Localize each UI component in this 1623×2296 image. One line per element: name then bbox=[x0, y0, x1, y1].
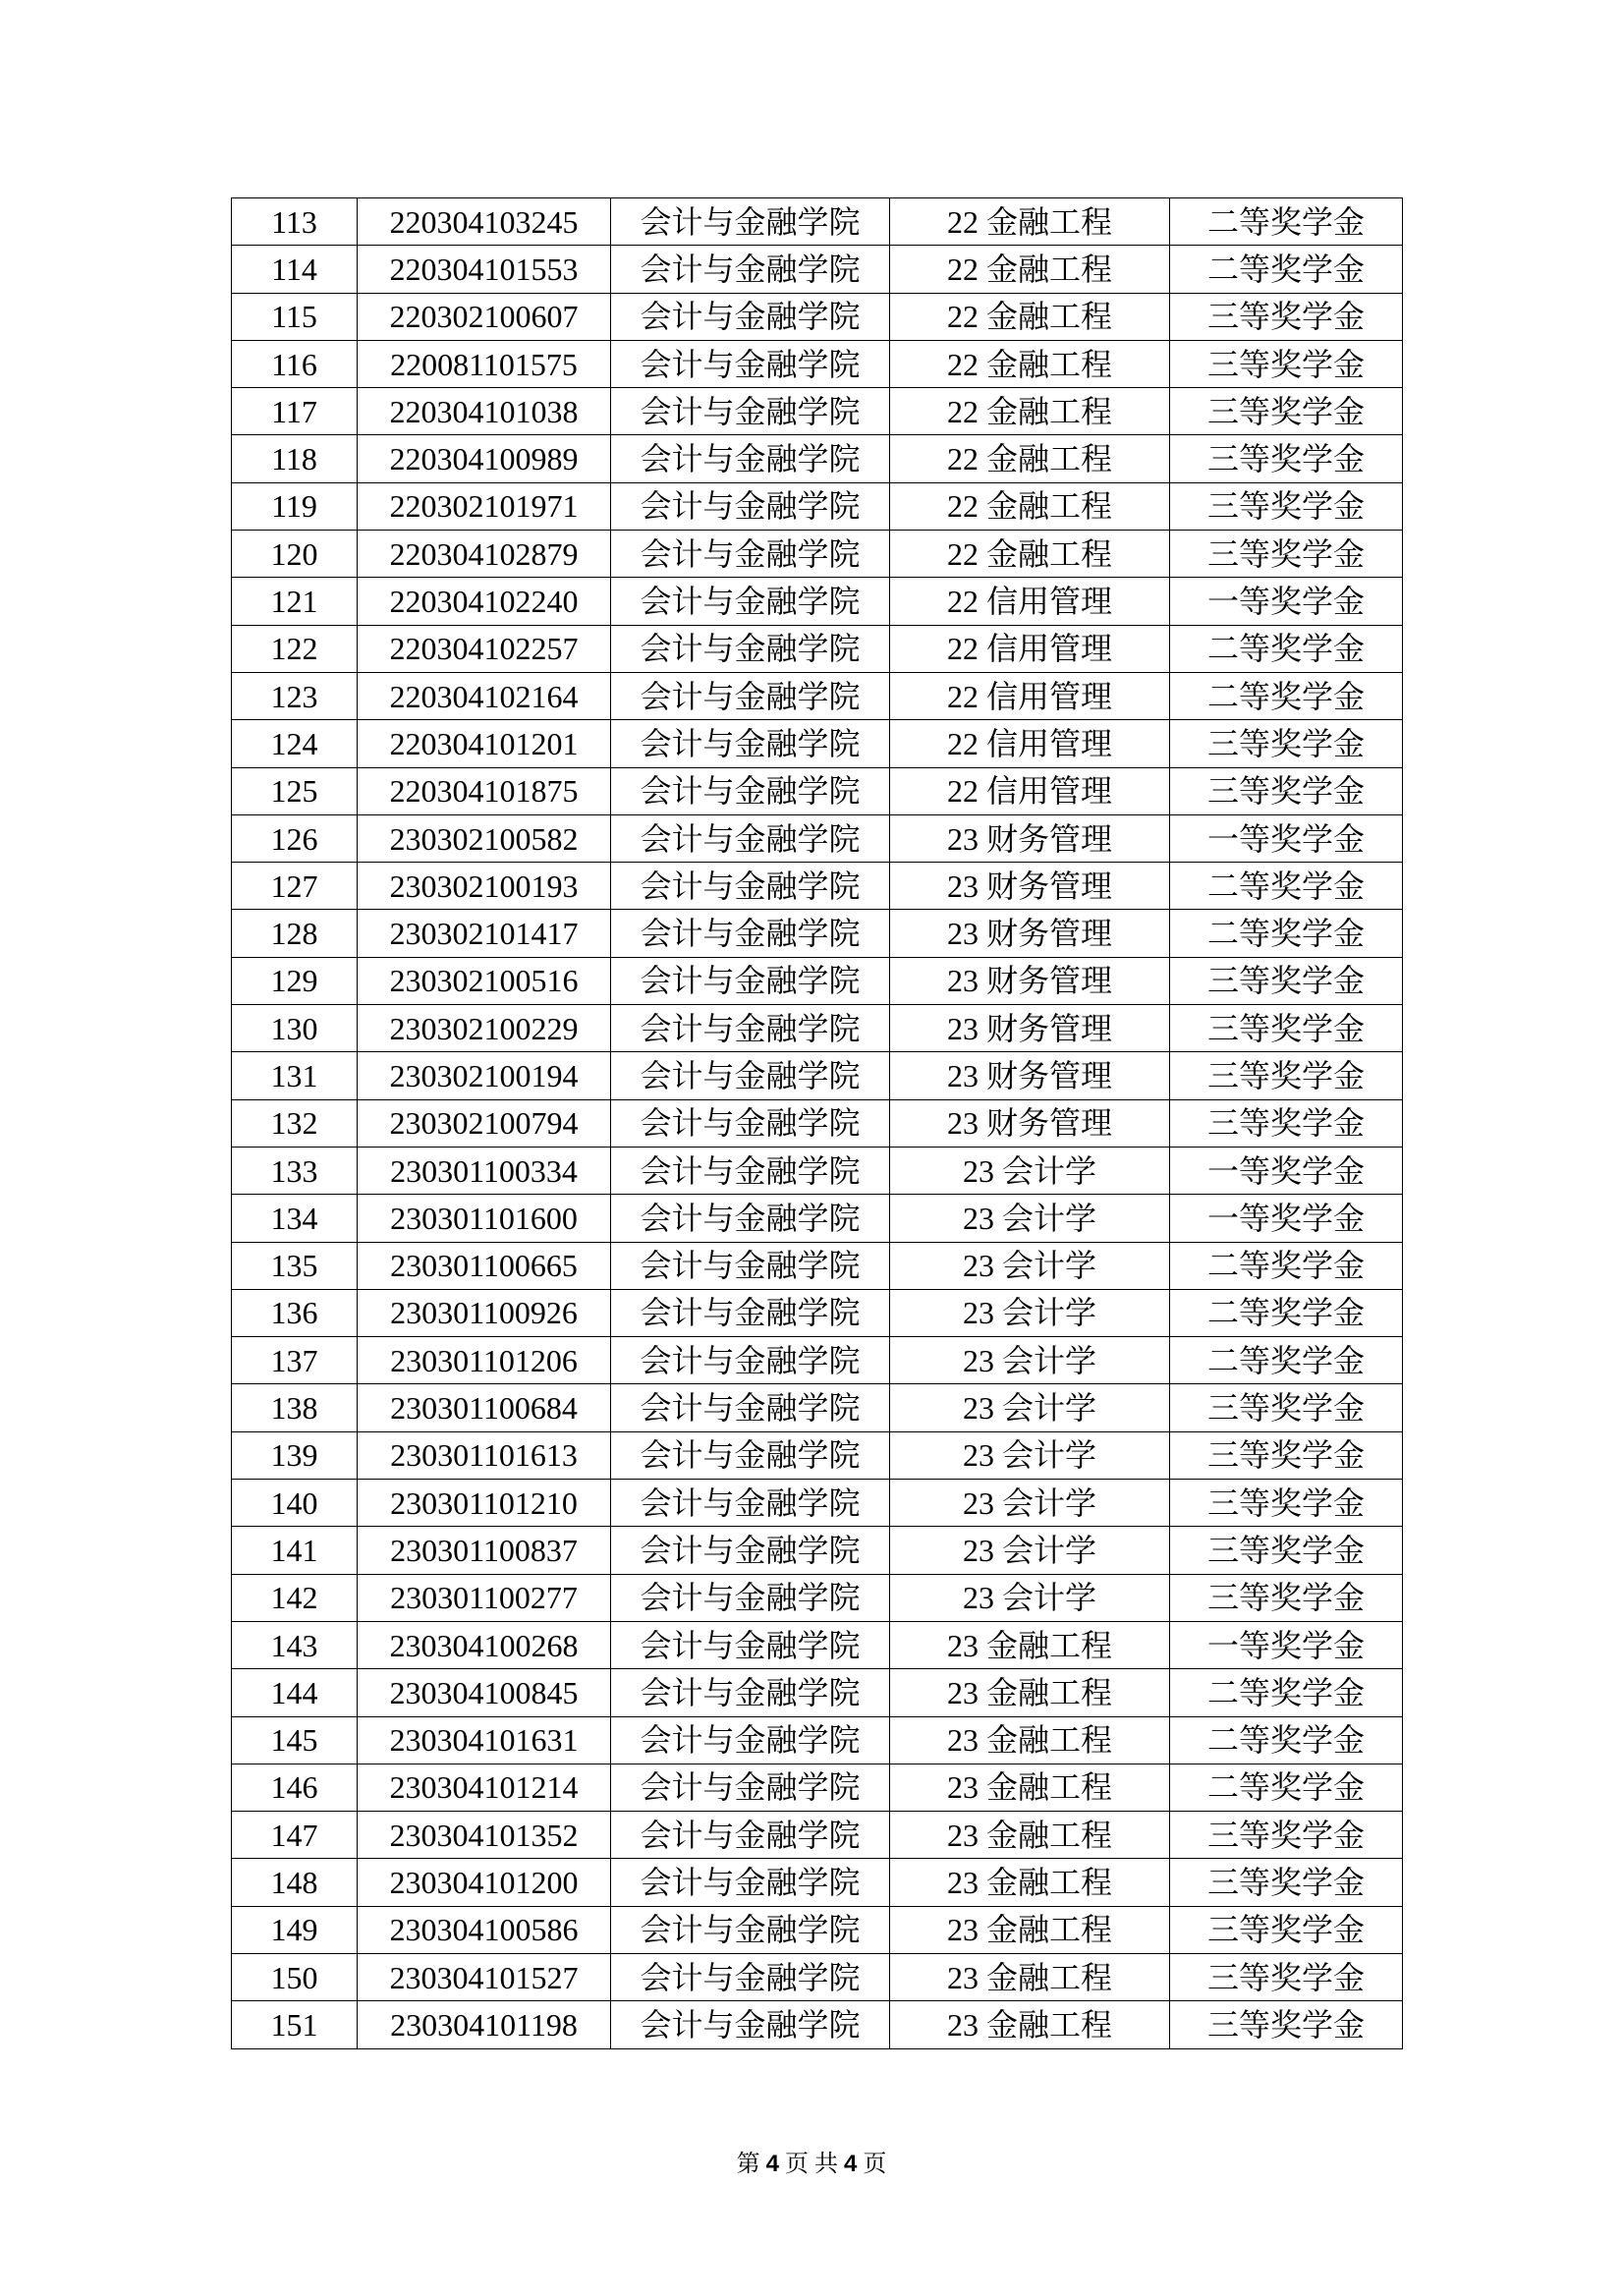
table-row bbox=[232, 1859, 1403, 1906]
row-number-cell: 150 bbox=[232, 1953, 358, 2000]
row-number-cell: 120 bbox=[232, 531, 358, 578]
table-row bbox=[232, 340, 1403, 387]
award-level-cell: 一等奖学金 bbox=[1170, 578, 1403, 625]
row-number-cell: 116 bbox=[232, 340, 358, 387]
college-cell: 会计与金融学院 bbox=[611, 1005, 890, 1052]
student-id-cell: 220304101875 bbox=[358, 767, 611, 814]
row-number-cell: 148 bbox=[232, 1859, 358, 1906]
college-cell: 会计与金融学院 bbox=[611, 625, 890, 672]
row-number-cell: 122 bbox=[232, 625, 358, 672]
class-cell: 23 财务管理 bbox=[890, 957, 1170, 1004]
footer-middle: 页 共 bbox=[785, 2152, 838, 2177]
table-row bbox=[232, 672, 1403, 719]
row-number-cell: 115 bbox=[232, 293, 358, 340]
class-cell: 23 会计学 bbox=[890, 1195, 1170, 1242]
row-number-cell: 135 bbox=[232, 1242, 358, 1289]
student-id-cell: 230304100586 bbox=[358, 1906, 611, 1953]
class-cell: 23 金融工程 bbox=[890, 2001, 1170, 2048]
award-level-cell: 一等奖学金 bbox=[1170, 1195, 1403, 1242]
table-row bbox=[232, 435, 1403, 482]
class-cell: 22 金融工程 bbox=[890, 388, 1170, 435]
award-level-cell: 三等奖学金 bbox=[1170, 531, 1403, 578]
row-number-cell: 145 bbox=[232, 1716, 358, 1764]
class-cell: 23 会计学 bbox=[890, 1574, 1170, 1621]
award-level-cell: 三等奖学金 bbox=[1170, 720, 1403, 767]
award-level-cell: 三等奖学金 bbox=[1170, 957, 1403, 1004]
table-row bbox=[232, 578, 1403, 625]
row-number-cell: 131 bbox=[232, 1052, 358, 1099]
student-id-cell: 230301100837 bbox=[358, 1527, 611, 1574]
award-level-cell: 三等奖学金 bbox=[1170, 2001, 1403, 2048]
class-cell: 23 金融工程 bbox=[890, 1859, 1170, 1906]
class-cell: 23 金融工程 bbox=[890, 1764, 1170, 1811]
award-level-cell: 二等奖学金 bbox=[1170, 863, 1403, 910]
award-level-cell: 一等奖学金 bbox=[1170, 1621, 1403, 1668]
row-number-cell: 151 bbox=[232, 2001, 358, 2048]
award-level-cell: 三等奖学金 bbox=[1170, 767, 1403, 814]
student-id-cell: 220302100607 bbox=[358, 293, 611, 340]
student-id-cell: 230301100684 bbox=[358, 1384, 611, 1431]
student-id-cell: 230301100334 bbox=[358, 1147, 611, 1194]
table-row bbox=[232, 1480, 1403, 1527]
class-cell: 23 会计学 bbox=[890, 1431, 1170, 1479]
class-cell: 23 会计学 bbox=[890, 1527, 1170, 1574]
award-level-cell: 二等奖学金 bbox=[1170, 1242, 1403, 1289]
college-cell: 会计与金融学院 bbox=[611, 1764, 890, 1811]
college-cell: 会计与金融学院 bbox=[611, 340, 890, 387]
row-number-cell: 129 bbox=[232, 957, 358, 1004]
table-row bbox=[232, 767, 1403, 814]
student-id-cell: 230304101214 bbox=[358, 1764, 611, 1811]
award-level-cell: 二等奖学金 bbox=[1170, 910, 1403, 957]
table-row bbox=[232, 957, 1403, 1004]
college-cell: 会计与金融学院 bbox=[611, 1431, 890, 1479]
award-level-cell: 三等奖学金 bbox=[1170, 1099, 1403, 1147]
table-body bbox=[232, 198, 1403, 2049]
award-level-cell: 三等奖学金 bbox=[1170, 482, 1403, 530]
row-number-cell: 143 bbox=[232, 1621, 358, 1668]
row-number-cell: 132 bbox=[232, 1099, 358, 1147]
class-cell: 22 信用管理 bbox=[890, 720, 1170, 767]
row-number-cell: 114 bbox=[232, 246, 358, 293]
award-level-cell: 二等奖学金 bbox=[1170, 198, 1403, 246]
student-id-cell: 230304101352 bbox=[358, 1812, 611, 1859]
student-id-cell: 230301101210 bbox=[358, 1480, 611, 1527]
class-cell: 23 会计学 bbox=[890, 1337, 1170, 1384]
student-id-cell: 220304102164 bbox=[358, 672, 611, 719]
row-number-cell: 118 bbox=[232, 435, 358, 482]
current-page-number: 4 bbox=[765, 2151, 779, 2177]
student-id-cell: 230301101206 bbox=[358, 1337, 611, 1384]
student-id-cell: 230302100194 bbox=[358, 1052, 611, 1099]
row-number-cell: 146 bbox=[232, 1764, 358, 1811]
class-cell: 22 金融工程 bbox=[890, 435, 1170, 482]
college-cell: 会计与金融学院 bbox=[611, 1574, 890, 1621]
footer-suffix: 页 bbox=[863, 2152, 887, 2177]
row-number-cell: 140 bbox=[232, 1480, 358, 1527]
class-cell: 22 信用管理 bbox=[890, 578, 1170, 625]
award-level-cell: 二等奖学金 bbox=[1170, 246, 1403, 293]
award-level-cell: 三等奖学金 bbox=[1170, 1812, 1403, 1859]
table-row bbox=[232, 293, 1403, 340]
college-cell: 会计与金融学院 bbox=[611, 767, 890, 814]
table-row bbox=[232, 2001, 1403, 2048]
college-cell: 会计与金融学院 bbox=[611, 293, 890, 340]
award-level-cell: 二等奖学金 bbox=[1170, 1764, 1403, 1811]
page-number-footer bbox=[0, 2144, 1623, 2178]
row-number-cell: 128 bbox=[232, 910, 358, 957]
row-number-cell: 147 bbox=[232, 1812, 358, 1859]
class-cell: 23 财务管理 bbox=[890, 863, 1170, 910]
table-row bbox=[232, 246, 1403, 293]
college-cell: 会计与金融学院 bbox=[611, 1953, 890, 2000]
college-cell: 会计与金融学院 bbox=[611, 246, 890, 293]
class-cell: 23 会计学 bbox=[890, 1242, 1170, 1289]
college-cell: 会计与金融学院 bbox=[611, 863, 890, 910]
student-id-cell: 230302100229 bbox=[358, 1005, 611, 1052]
class-cell: 23 金融工程 bbox=[890, 1906, 1170, 1953]
student-id-cell: 220304101553 bbox=[358, 246, 611, 293]
student-id-cell: 220304102240 bbox=[358, 578, 611, 625]
student-id-cell: 230302101417 bbox=[358, 910, 611, 957]
college-cell: 会计与金融学院 bbox=[611, 198, 890, 246]
student-id-cell: 220304101201 bbox=[358, 720, 611, 767]
table-row bbox=[232, 1812, 1403, 1859]
college-cell: 会计与金融学院 bbox=[611, 1669, 890, 1716]
row-number-cell: 124 bbox=[232, 720, 358, 767]
table-row bbox=[232, 1242, 1403, 1289]
class-cell: 23 金融工程 bbox=[890, 1812, 1170, 1859]
college-cell: 会计与金融学院 bbox=[611, 1384, 890, 1431]
college-cell: 会计与金融学院 bbox=[611, 1242, 890, 1289]
class-cell: 22 信用管理 bbox=[890, 625, 1170, 672]
table-row bbox=[232, 1953, 1403, 2000]
row-number-cell: 149 bbox=[232, 1906, 358, 1953]
table-row bbox=[232, 1716, 1403, 1764]
row-number-cell: 136 bbox=[232, 1289, 358, 1336]
table-row bbox=[232, 1384, 1403, 1431]
class-cell: 22 信用管理 bbox=[890, 767, 1170, 814]
college-cell: 会计与金融学院 bbox=[611, 1052, 890, 1099]
award-level-cell: 三等奖学金 bbox=[1170, 1480, 1403, 1527]
table-row bbox=[232, 863, 1403, 910]
college-cell: 会计与金融学院 bbox=[611, 578, 890, 625]
college-cell: 会计与金融学院 bbox=[611, 1906, 890, 1953]
class-cell: 23 会计学 bbox=[890, 1384, 1170, 1431]
college-cell: 会计与金融学院 bbox=[611, 482, 890, 530]
student-id-cell: 220304102879 bbox=[358, 531, 611, 578]
class-cell: 22 金融工程 bbox=[890, 531, 1170, 578]
table-row bbox=[232, 388, 1403, 435]
student-id-cell: 230301101600 bbox=[358, 1195, 611, 1242]
student-id-cell: 230302100193 bbox=[358, 863, 611, 910]
college-cell: 会计与金融学院 bbox=[611, 388, 890, 435]
student-id-cell: 230302100516 bbox=[358, 957, 611, 1004]
award-level-cell: 一等奖学金 bbox=[1170, 1147, 1403, 1194]
award-level-cell: 三等奖学金 bbox=[1170, 1052, 1403, 1099]
award-level-cell: 三等奖学金 bbox=[1170, 1005, 1403, 1052]
table-row bbox=[232, 1527, 1403, 1574]
student-id-cell: 220304101038 bbox=[358, 388, 611, 435]
college-cell: 会计与金融学院 bbox=[611, 1621, 890, 1668]
college-cell: 会计与金融学院 bbox=[611, 814, 890, 862]
table-row bbox=[232, 1764, 1403, 1811]
college-cell: 会计与金融学院 bbox=[611, 1480, 890, 1527]
college-cell: 会计与金融学院 bbox=[611, 1099, 890, 1147]
class-cell: 22 金融工程 bbox=[890, 340, 1170, 387]
award-level-cell: 二等奖学金 bbox=[1170, 1669, 1403, 1716]
student-id-cell: 230304100845 bbox=[358, 1669, 611, 1716]
class-cell: 23 财务管理 bbox=[890, 1099, 1170, 1147]
student-id-cell: 220081101575 bbox=[358, 340, 611, 387]
row-number-cell: 119 bbox=[232, 482, 358, 530]
class-cell: 23 会计学 bbox=[890, 1480, 1170, 1527]
student-id-cell: 230301100665 bbox=[358, 1242, 611, 1289]
table-row bbox=[232, 482, 1403, 530]
row-number-cell: 121 bbox=[232, 578, 358, 625]
table-row bbox=[232, 1289, 1403, 1336]
table-row bbox=[232, 1099, 1403, 1147]
student-id-cell: 230302100794 bbox=[358, 1099, 611, 1147]
award-level-cell: 二等奖学金 bbox=[1170, 672, 1403, 719]
award-level-cell: 二等奖学金 bbox=[1170, 1289, 1403, 1336]
college-cell: 会计与金融学院 bbox=[611, 957, 890, 1004]
student-id-cell: 230304101200 bbox=[358, 1859, 611, 1906]
row-number-cell: 123 bbox=[232, 672, 358, 719]
student-id-cell: 230301100277 bbox=[358, 1574, 611, 1621]
class-cell: 23 金融工程 bbox=[890, 1953, 1170, 2000]
table-row bbox=[232, 1574, 1403, 1621]
table-row bbox=[232, 1052, 1403, 1099]
row-number-cell: 117 bbox=[232, 388, 358, 435]
row-number-cell: 133 bbox=[232, 1147, 358, 1194]
table-row bbox=[232, 1621, 1403, 1668]
scholarship-table bbox=[231, 197, 1403, 2049]
college-cell: 会计与金融学院 bbox=[611, 1859, 890, 1906]
award-level-cell: 三等奖学金 bbox=[1170, 435, 1403, 482]
class-cell: 23 金融工程 bbox=[890, 1669, 1170, 1716]
student-id-cell: 230301100926 bbox=[358, 1289, 611, 1336]
class-cell: 23 财务管理 bbox=[890, 814, 1170, 862]
class-cell: 22 金融工程 bbox=[890, 246, 1170, 293]
footer-prefix: 第 bbox=[736, 2152, 760, 2177]
college-cell: 会计与金融学院 bbox=[611, 1812, 890, 1859]
award-level-cell: 三等奖学金 bbox=[1170, 1384, 1403, 1431]
student-id-cell: 230304100268 bbox=[358, 1621, 611, 1668]
class-cell: 22 信用管理 bbox=[890, 672, 1170, 719]
row-number-cell: 144 bbox=[232, 1669, 358, 1716]
table-row bbox=[232, 531, 1403, 578]
row-number-cell: 141 bbox=[232, 1527, 358, 1574]
college-cell: 会计与金融学院 bbox=[611, 1147, 890, 1194]
class-cell: 23 会计学 bbox=[890, 1289, 1170, 1336]
class-cell: 23 财务管理 bbox=[890, 910, 1170, 957]
row-number-cell: 127 bbox=[232, 863, 358, 910]
college-cell: 会计与金融学院 bbox=[611, 720, 890, 767]
award-level-cell: 二等奖学金 bbox=[1170, 1716, 1403, 1764]
row-number-cell: 142 bbox=[232, 1574, 358, 1621]
table-row bbox=[232, 1195, 1403, 1242]
college-cell: 会计与金融学院 bbox=[611, 1195, 890, 1242]
student-id-cell: 220304100989 bbox=[358, 435, 611, 482]
award-level-cell: 二等奖学金 bbox=[1170, 625, 1403, 672]
class-cell: 22 金融工程 bbox=[890, 198, 1170, 246]
table-row bbox=[232, 1431, 1403, 1479]
table-row bbox=[232, 1906, 1403, 1953]
class-cell: 23 金融工程 bbox=[890, 1716, 1170, 1764]
award-level-cell: 三等奖学金 bbox=[1170, 388, 1403, 435]
student-id-cell: 230304101198 bbox=[358, 2001, 611, 2048]
award-level-cell: 二等奖学金 bbox=[1170, 1337, 1403, 1384]
college-cell: 会计与金融学院 bbox=[611, 910, 890, 957]
row-number-cell: 125 bbox=[232, 767, 358, 814]
college-cell: 会计与金融学院 bbox=[611, 1337, 890, 1384]
class-cell: 23 金融工程 bbox=[890, 1621, 1170, 1668]
row-number-cell: 134 bbox=[232, 1195, 358, 1242]
student-id-cell: 230302100582 bbox=[358, 814, 611, 862]
student-id-cell: 220304102257 bbox=[358, 625, 611, 672]
row-number-cell: 139 bbox=[232, 1431, 358, 1479]
row-number-cell: 130 bbox=[232, 1005, 358, 1052]
student-id-cell: 220302101971 bbox=[358, 482, 611, 530]
award-level-cell: 三等奖学金 bbox=[1170, 1527, 1403, 1574]
row-number-cell: 137 bbox=[232, 1337, 358, 1384]
class-cell: 22 金融工程 bbox=[890, 293, 1170, 340]
class-cell: 23 会计学 bbox=[890, 1147, 1170, 1194]
table-row bbox=[232, 1337, 1403, 1384]
row-number-cell: 113 bbox=[232, 198, 358, 246]
award-level-cell: 三等奖学金 bbox=[1170, 1859, 1403, 1906]
award-level-cell: 三等奖学金 bbox=[1170, 293, 1403, 340]
award-level-cell: 三等奖学金 bbox=[1170, 1906, 1403, 1953]
class-cell: 23 财务管理 bbox=[890, 1005, 1170, 1052]
table-row bbox=[232, 720, 1403, 767]
table-row bbox=[232, 198, 1403, 246]
table-row bbox=[232, 1147, 1403, 1194]
college-cell: 会计与金融学院 bbox=[611, 1716, 890, 1764]
table-row bbox=[232, 625, 1403, 672]
college-cell: 会计与金融学院 bbox=[611, 1289, 890, 1336]
award-level-cell: 三等奖学金 bbox=[1170, 1431, 1403, 1479]
college-cell: 会计与金融学院 bbox=[611, 1527, 890, 1574]
college-cell: 会计与金融学院 bbox=[611, 435, 890, 482]
student-id-cell: 230304101631 bbox=[358, 1716, 611, 1764]
class-cell: 23 财务管理 bbox=[890, 1052, 1170, 1099]
table-row bbox=[232, 814, 1403, 862]
class-cell: 22 金融工程 bbox=[890, 482, 1170, 530]
student-id-cell: 230301101613 bbox=[358, 1431, 611, 1479]
table-row bbox=[232, 1005, 1403, 1052]
college-cell: 会计与金融学院 bbox=[611, 672, 890, 719]
award-level-cell: 三等奖学金 bbox=[1170, 1574, 1403, 1621]
table-row bbox=[232, 1669, 1403, 1716]
student-id-cell: 230304101527 bbox=[358, 1953, 611, 2000]
row-number-cell: 126 bbox=[232, 814, 358, 862]
college-cell: 会计与金融学院 bbox=[611, 2001, 890, 2048]
row-number-cell: 138 bbox=[232, 1384, 358, 1431]
award-level-cell: 一等奖学金 bbox=[1170, 814, 1403, 862]
student-id-cell: 220304103245 bbox=[358, 198, 611, 246]
college-cell: 会计与金融学院 bbox=[611, 531, 890, 578]
award-level-cell: 三等奖学金 bbox=[1170, 1953, 1403, 2000]
table-row bbox=[232, 910, 1403, 957]
award-level-cell: 三等奖学金 bbox=[1170, 340, 1403, 387]
total-page-number: 4 bbox=[844, 2151, 858, 2177]
